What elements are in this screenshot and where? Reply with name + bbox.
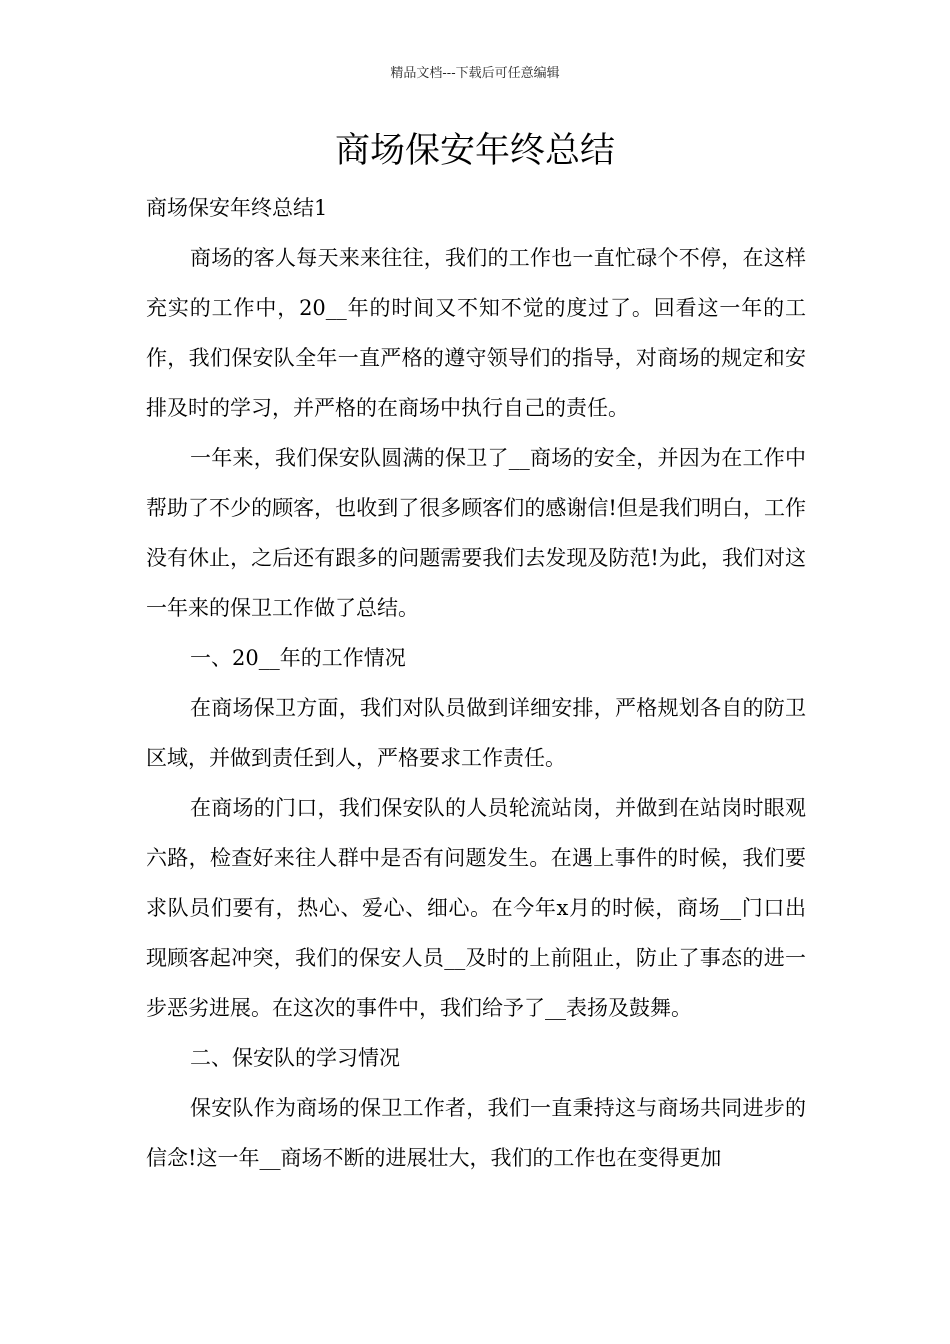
paragraph-entrance-duty: 在商场的门口，我们保安队的人员轮流站岗，并做到在站岗时眼观六路，检查好来往人群中是否有问题发生。在遇上事件的时候，我们要求队员们要有，热心、爱心、细心。在今年x月的时候，商场__门口出现顾客起冲突，我们的保安人员__及时的上前阻止，防止了事态的进一步恶劣进展。在这次的事件中，我们给予了__表扬及鼓舞。: [146, 796, 806, 1020]
header-note: 精品文档---下载后可任意编辑: [390, 66, 560, 81]
document-title: 商场保安年终总结: [334, 131, 615, 171]
document-body: [146, 183, 806, 1183]
paragraph-study: 保安队作为商场的保卫工作者，我们一直秉持这与商场共同进步的信念!这一年__商场不断的进展壮大，我们的工作也在变得更加: [146, 1096, 806, 1170]
paragraph-intro: 商场的客人每天来来往往，我们的工作也一直忙碌个不停，在这样充实的工作中，20__年的时间又不知不觉的度过了。回看这一年的工作，我们保安队全年一直严格的遵守领导们的指导，对商场的规定和安排及时的学习，并严格的在商场中执行自己的责任。: [146, 246, 806, 420]
paragraph-security-arrangement: 在商场保卫方面，我们对队员做到详细安排，严格规划各自的防卫区域，并做到责任到人，严格要求工作责任。: [146, 696, 806, 770]
paragraph-summary: 一年来，我们保安队圆满的保卫了__商场的安全，并因为在工作中帮助了不少的顾客，也收到了很多顾客们的感谢信!但是我们明白，工作没有休止，之后还有跟多的问题需要我们去发现及防范!为此，我们对这一年来的保卫工作做了总结。: [146, 446, 806, 620]
document-subtitle: 商场保安年终总结1: [146, 196, 328, 220]
section-heading-work: 一、20__年的工作情况: [190, 646, 406, 670]
section-heading-study: 二、保安队的学习情况: [190, 1046, 400, 1070]
